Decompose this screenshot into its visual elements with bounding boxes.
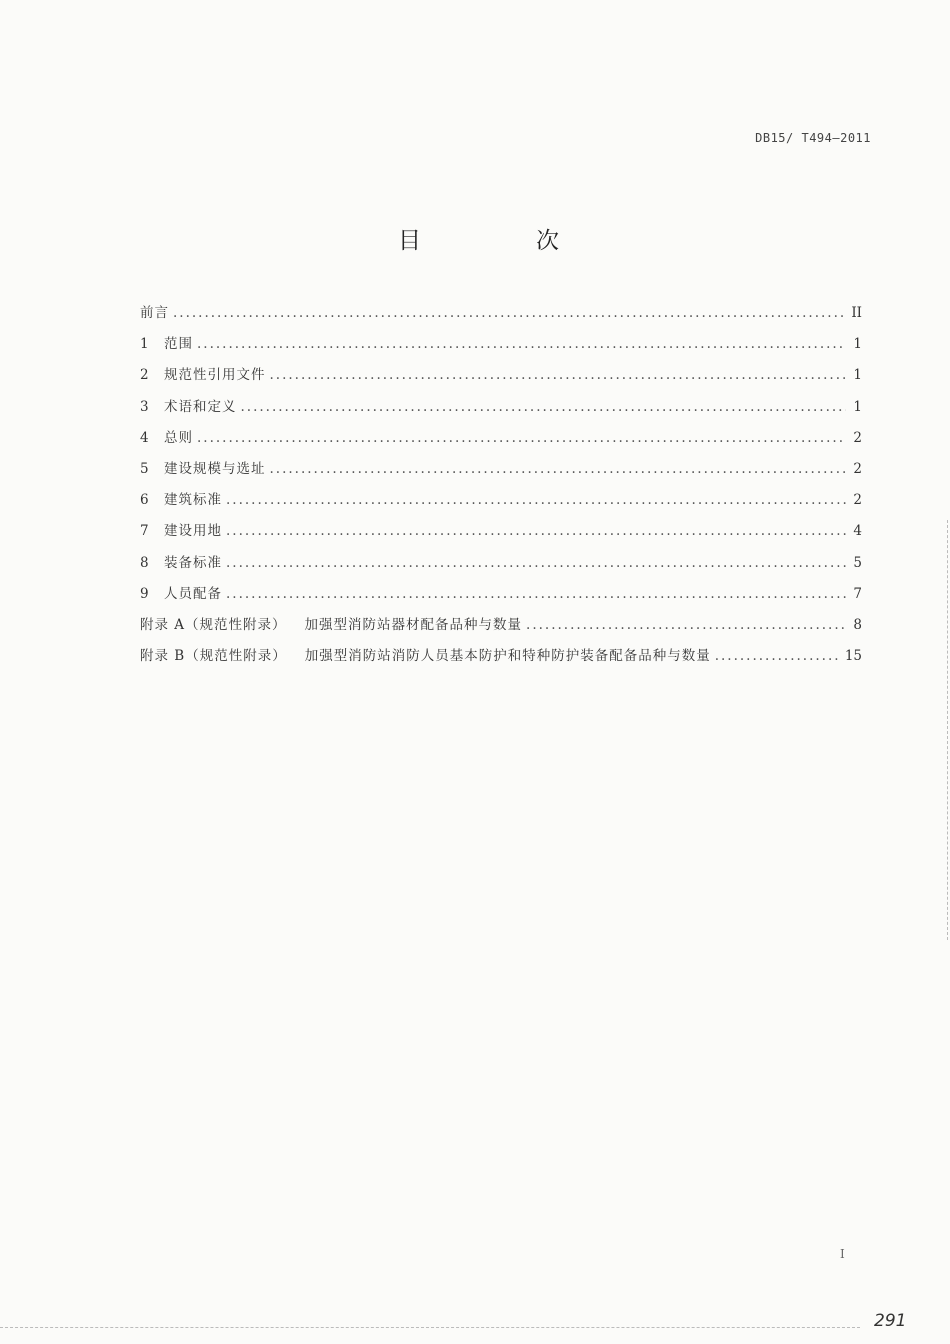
toc-dot-leader — [173, 298, 846, 329]
toc-page-number: 1 — [853, 336, 862, 353]
toc-section-number: 8 — [140, 554, 149, 571]
toc-dot-leader — [197, 329, 846, 360]
toc-page-number: 5 — [853, 554, 862, 571]
page-number: I — [840, 1247, 845, 1261]
toc-label: 前言 — [140, 305, 169, 321]
toc-section-number: 4 — [140, 429, 149, 446]
toc-entry-6[interactable] — [140, 485, 862, 516]
toc-label: 建筑标准 — [164, 492, 222, 509]
toc-entry-9[interactable] — [140, 579, 862, 610]
toc-dot-leader — [270, 454, 847, 485]
toc-page-number: 4 — [853, 523, 862, 540]
toc-dot-leader — [270, 360, 847, 391]
toc-label: 附录 A（规范性附录） — [140, 616, 287, 633]
toc-label: 术语和定义 — [164, 398, 237, 415]
scan-edge-line — [0, 1326, 860, 1328]
page-title: 目 次 — [398, 228, 605, 254]
toc-entry-7[interactable] — [140, 516, 862, 547]
toc-section-number: 9 — [140, 585, 149, 602]
toc-appendix-title: 加强型消防站器材配备品种与数量 — [304, 616, 523, 633]
toc-dot-leader — [226, 548, 846, 579]
toc-label: 建设规模与选址 — [164, 460, 266, 477]
toc-dot-leader — [226, 579, 846, 610]
toc-page-number: 15 — [844, 648, 862, 665]
toc-entry-appendix-b[interactable] — [140, 641, 862, 672]
toc-appendix-title: 加强型消防站消防人员基本防护和特种防护装备配备品种与数量 — [304, 648, 711, 665]
toc-label: 规范性引用文件 — [164, 367, 266, 384]
toc-entry-appendix-a[interactable] — [140, 610, 862, 641]
toc-entry-8[interactable] — [140, 548, 862, 579]
toc-label: 装备标准 — [164, 554, 222, 571]
toc-page-number: II — [851, 305, 862, 321]
toc-page-number: 8 — [853, 616, 862, 633]
handwritten-page-mark: 291 — [874, 1311, 907, 1331]
toc-dot-leader — [226, 516, 846, 547]
toc-dot-leader — [526, 610, 846, 641]
toc-section-number: 5 — [140, 460, 149, 477]
toc-section-number: 3 — [140, 398, 149, 415]
toc-entry-4[interactable] — [140, 423, 862, 454]
toc-entry-2[interactable] — [140, 360, 862, 391]
toc-page-number: 1 — [853, 367, 862, 384]
toc-dot-leader — [241, 392, 847, 423]
toc-section-number: 6 — [140, 492, 149, 509]
toc-page-number: 1 — [853, 398, 862, 415]
toc-section-number: 1 — [140, 336, 149, 353]
toc-entry-preface[interactable] — [140, 298, 862, 329]
toc-section-number: 7 — [140, 523, 149, 540]
toc-entry-3[interactable] — [140, 392, 862, 423]
toc-page-number: 2 — [853, 429, 862, 446]
toc-entry-1[interactable] — [140, 329, 862, 360]
document-code: DB15/ T494—2011 — [755, 131, 871, 145]
toc-entry-5[interactable] — [140, 454, 862, 485]
toc-section-number: 2 — [140, 367, 149, 384]
toc-dot-leader — [226, 485, 846, 516]
toc-label: 范围 — [164, 336, 193, 353]
toc-label: 总则 — [164, 429, 193, 446]
toc-page-number: 2 — [853, 492, 862, 509]
toc-dot-leader — [715, 641, 841, 672]
toc-label: 建设用地 — [164, 523, 222, 540]
table-of-contents — [140, 298, 862, 672]
toc-dot-leader — [197, 423, 846, 454]
toc-label: 附录 B（规范性附录） — [140, 648, 287, 665]
toc-page-number: 7 — [853, 585, 862, 602]
scan-edge-line — [945, 520, 948, 940]
toc-page-number: 2 — [853, 460, 862, 477]
toc-label: 人员配备 — [164, 585, 222, 602]
